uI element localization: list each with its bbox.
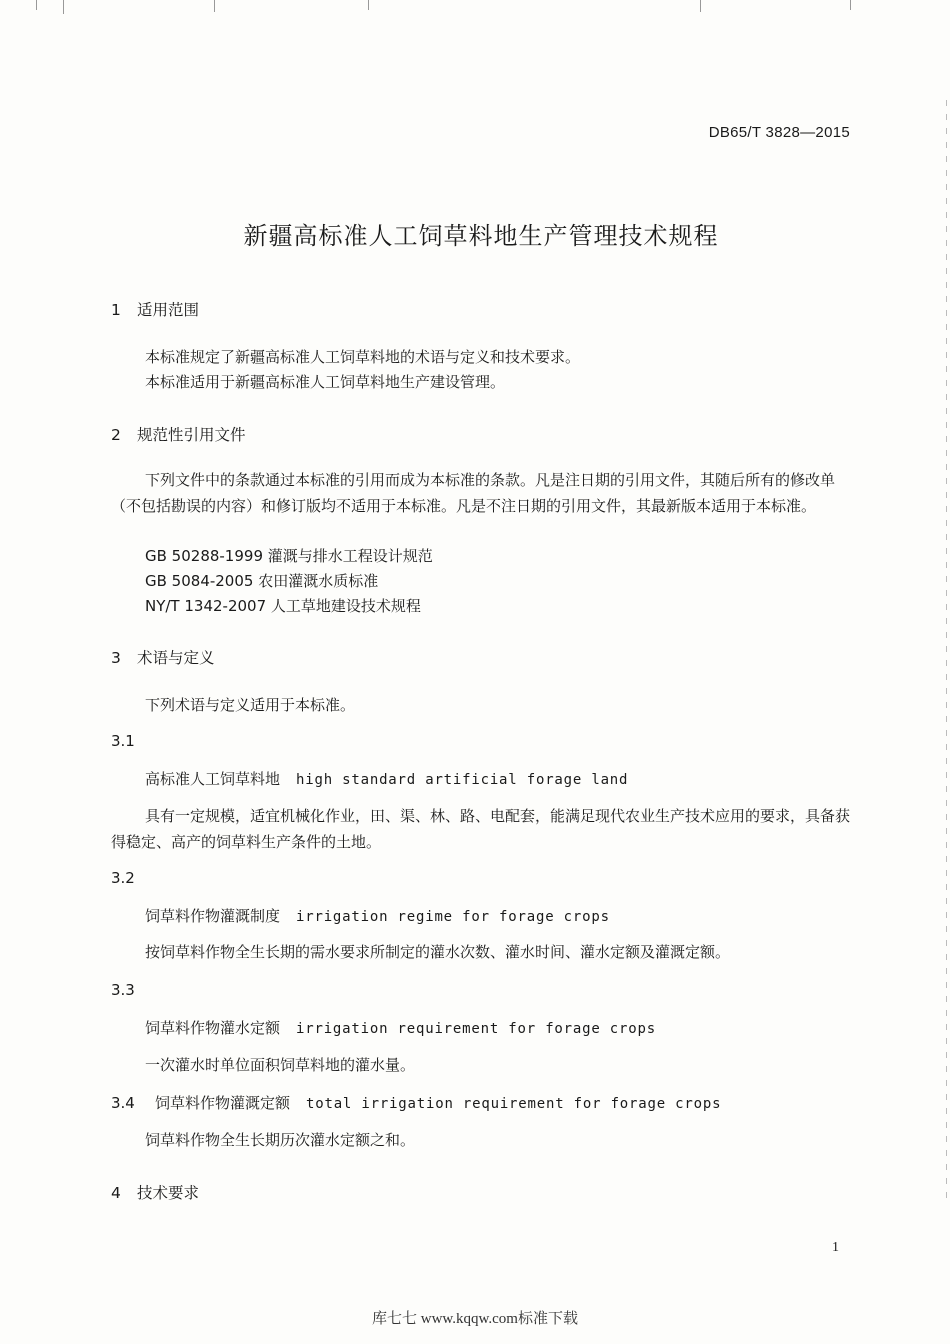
section-title: 术语与定义 xyxy=(137,649,215,667)
scan-mark xyxy=(368,0,369,10)
reference-item: GB 5084-2005 农田灌溉水质标准 xyxy=(145,572,379,590)
section-title: 适用范围 xyxy=(137,301,200,319)
scan-mark xyxy=(36,0,37,10)
section-number: 2 xyxy=(111,426,121,444)
term-english: irrigation regime for forage crops xyxy=(296,909,610,925)
section-2-heading xyxy=(111,423,246,445)
section-4-heading xyxy=(111,1181,199,1203)
term-definition: 一次灌水时单位面积饲草料地的灌水量。 xyxy=(145,1056,416,1074)
term-entry xyxy=(145,1017,656,1038)
definition-text: 具有一定规模，适宜机械化作业，田、渠、林、路、电配套，能满足现代农业生产技术应用的要求，具备获得稳定、高产的饲草料生产条件的土地。 xyxy=(111,807,851,851)
scan-mark xyxy=(63,0,64,14)
section-title: 规范性引用文件 xyxy=(137,426,246,444)
term-english: high standard artificial forage land xyxy=(296,772,629,788)
term-chinese: 饲草料作物灌溉定额 xyxy=(155,1094,291,1112)
term-definition: 按饲草料作物全生长期的需水要求所制定的灌水次数、灌水时间、灌水定额及灌溉定额。 xyxy=(145,943,731,961)
paragraph: 下列术语与定义适用于本标准。 xyxy=(145,696,356,714)
page-number: 1 xyxy=(832,1240,839,1255)
section-1-heading xyxy=(111,298,199,320)
clause-number: 3.4 xyxy=(111,1094,135,1112)
scan-mark xyxy=(700,0,701,12)
term-entry xyxy=(145,768,628,789)
reference-item: GB 50288-1999 灌溉与排水工程设计规范 xyxy=(145,547,433,565)
section-3-heading xyxy=(111,646,215,668)
term-chinese: 饲草料作物灌溉制度 xyxy=(145,907,281,925)
term-definition: 饲草料作物全生长期历次灌水定额之和。 xyxy=(145,1131,416,1149)
paragraph: 本标准适用于新疆高标准人工饲草料地生产建设管理。 xyxy=(145,373,506,391)
term-entry xyxy=(111,1092,721,1113)
section-title: 技术要求 xyxy=(137,1184,200,1202)
term-english: irrigation requirement for forage crops xyxy=(296,1021,656,1037)
scan-mark xyxy=(214,0,215,12)
section-number: 3 xyxy=(111,649,121,667)
section-number: 4 xyxy=(111,1184,121,1202)
footer-watermark: 库七七 www.kqqw.com标准下载 xyxy=(372,1311,578,1327)
section-number: 1 xyxy=(111,301,121,319)
term-definition xyxy=(111,804,856,855)
clause-number: 3.2 xyxy=(111,869,135,887)
document-number: DB65/T 3828—2015 xyxy=(708,124,850,141)
document-title: 新疆高标准人工饲草料地生产管理技术规程 xyxy=(243,222,719,250)
scan-mark xyxy=(850,0,851,10)
paragraph-text: 下列文件中的条款通过本标准的引用而成为本标准的条款。凡是注日期的引用文件，其随后所有的修改单（不包括勘误的内容）和修订版均不适用于本标准。凡是不注日期的引用文件，其最新版本适用于本标准。 xyxy=(111,471,836,515)
scan-edge-line xyxy=(946,100,947,1200)
reference-item: NY/T 1342-2007 人工草地建设技术规程 xyxy=(145,597,421,615)
term-entry xyxy=(145,905,610,926)
paragraph: 本标准规定了新疆高标准人工饲草料地的术语与定义和技术要求。 xyxy=(145,348,581,366)
term-chinese: 高标准人工饲草料地 xyxy=(145,770,281,788)
references-intro xyxy=(111,468,856,519)
clause-number: 3.1 xyxy=(111,732,135,750)
term-chinese: 饲草料作物灌水定额 xyxy=(145,1019,281,1037)
term-english: total irrigation requirement for forage crops xyxy=(306,1096,722,1112)
clause-number: 3.3 xyxy=(111,981,135,999)
